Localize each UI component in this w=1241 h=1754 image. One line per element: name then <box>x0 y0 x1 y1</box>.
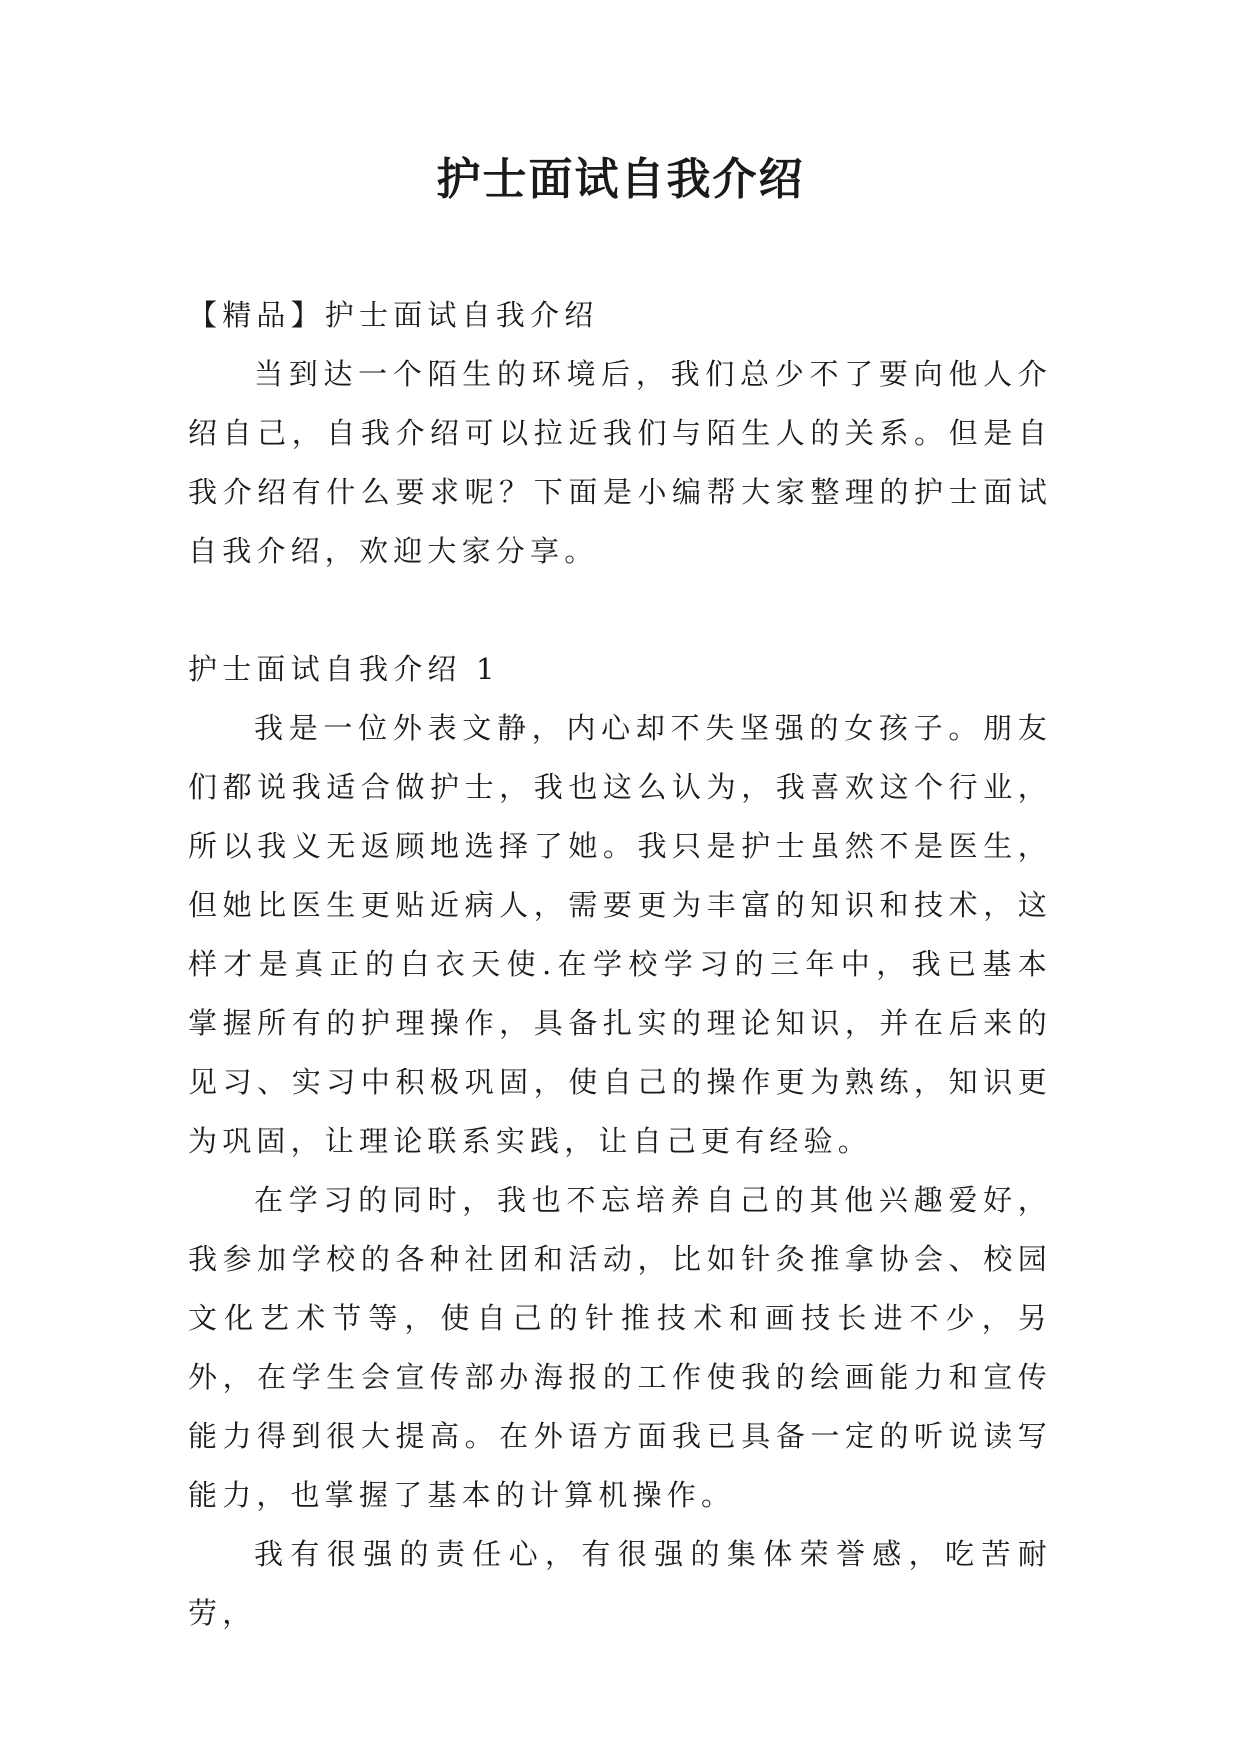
body-paragraph: 我有很强的责任心，有很强的集体荣誉感，吃苦耐劳， <box>188 1537 1052 1630</box>
body-paragraph: 我是一位外表文静，内心却不失坚强的女孩子。朋友们都说我适合做护士，我也这么认为，我喜欢这个行业，所以我义无返顾地选择了她。我只是护士虽然不是医生，但她比医生更贴近病人，需要更为丰富的知识和技术，这样才是真正的白衣天使.在学校学习的三年中，我已基本掌握所有的护理操作，具备扎实的理论知识，并在后来的见习、实习中积极巩固，使自己的操作更为熟练，知识更为巩固，让理论联系实践，让自己更有经验。 <box>188 711 1052 1158</box>
section-heading: 护士面试自我介绍 1 <box>188 652 500 686</box>
document-title: 护士面试自我介绍 <box>436 154 805 205</box>
document-body <box>188 286 1052 1643</box>
intro-paragraph: 当到达一个陌生的环境后，我们总少不了要向他人介绍自己，自我介绍可以拉近我们与陌生人的关系。但是自我介绍有什么要求呢？下面是小编帮大家整理的护士面试自我介绍，欢迎大家分享。 <box>188 357 1052 568</box>
header-line: 【精品】护士面试自我介绍 <box>188 298 599 332</box>
body-paragraph: 在学习的同时，我也不忘培养自己的其他兴趣爱好，我参加学校的各种社团和活动，比如针灸推拿协会、校园文化艺术节等，使自己的针推技术和画技长进不少，另外，在学生会宣传部办海报的工作使我的绘画能力和宣传能力得到很大提高。在外语方面我已具备一定的听说读写能力，也掌握了基本的计算机操作。 <box>188 1183 1052 1512</box>
